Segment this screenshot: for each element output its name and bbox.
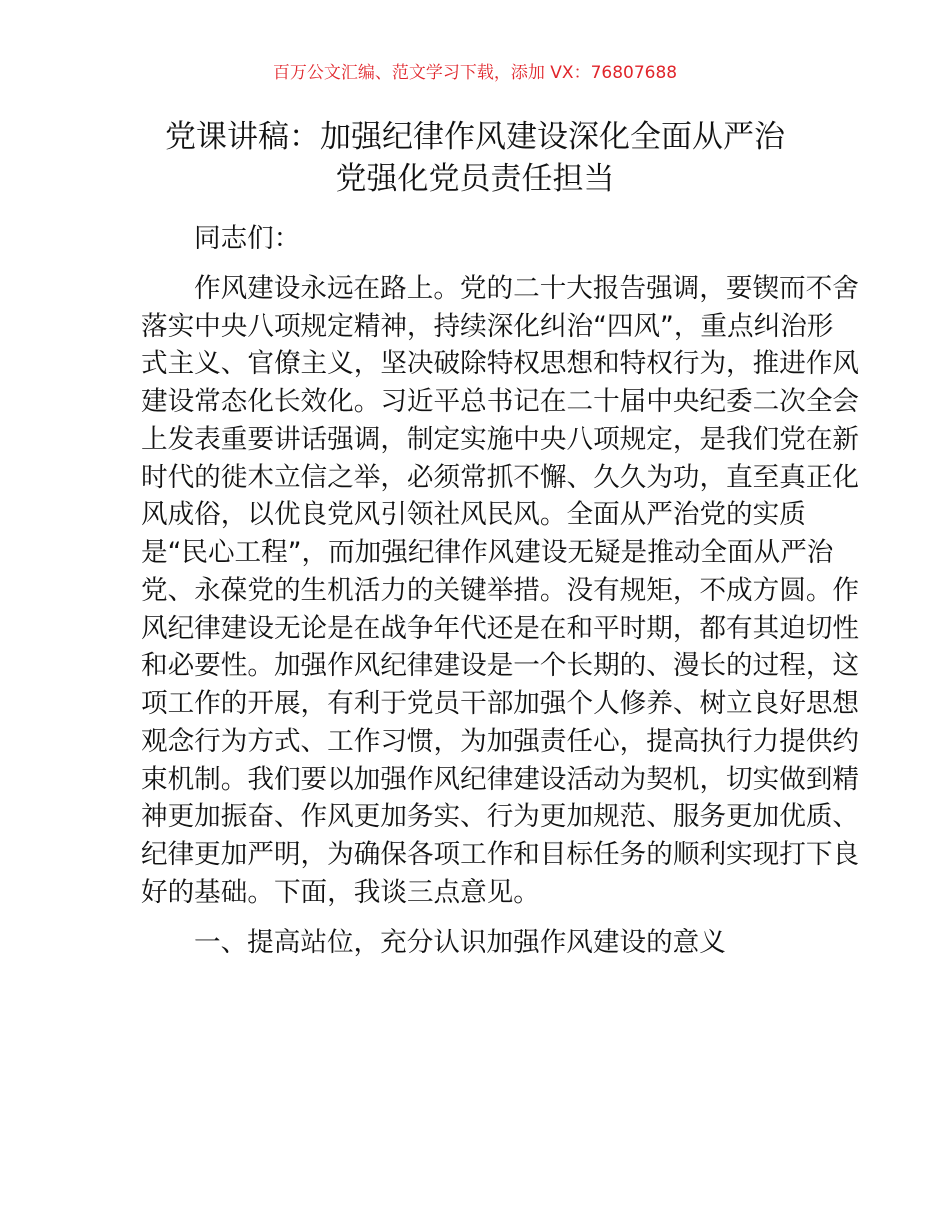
- paragraph-line: 落实中央八项规定精神，持续深化纠治“四风”，重点纠治形: [141, 310, 834, 342]
- paragraph-line: 风成俗，以优良党风引领社风民风。全面从严治党的实质: [141, 499, 806, 531]
- salutation: 同志们：: [194, 223, 301, 254]
- document-title: [0, 116, 950, 200]
- paragraph-line: 和必要性。加强作风纪律建设是一个长期的、漫长的过程，这: [141, 650, 860, 682]
- paragraph-line: 神更加振奋、作风更加务实、行为更加规范、服务更加优质、: [141, 801, 860, 833]
- paragraph-line: 党、永葆党的生机活力的关键举措。没有规矩，不成方圆。作: [141, 574, 860, 606]
- title-line: 党强化党员责任担当: [335, 161, 615, 197]
- paragraph-line: 式主义、官僚主义，坚决破除特权思想和特权行为，推进作风: [141, 348, 860, 380]
- paragraph-line: 观念行为方式、工作习惯，为加强责任心，提高执行力提供约: [141, 725, 860, 757]
- paragraph-line: 时代的徙木立信之举，必须常抓不懈、久久为功，直至真正化: [141, 461, 860, 493]
- title-line: 党课讲稿：加强纪律作风建设深化全面从严治: [165, 119, 785, 155]
- paragraph: [141, 270, 860, 912]
- paragraph-line: 是“民心工程”，而加强纪律作风建设无疑是推动全面从严治: [141, 537, 834, 568]
- paragraph-line: 项工作的开展，有利于党员干部加强个人修养、树立良好思想: [141, 688, 860, 719]
- paragraph-line: 风纪律建设无论是在战争年代还是在和平时期，都有其迫切性: [141, 612, 860, 644]
- watermark-header: 百万公文汇编、范文学习下载，添加 VX：76807688: [272, 63, 678, 83]
- paragraph-line: 建设常态化长效化。习近平总书记在二十届中央纪委二次全会: [141, 386, 860, 417]
- section-heading: 一、提高站位，充分认识加强作风建设的意义: [194, 926, 726, 958]
- paragraph-line: 纪律更加严明，为确保各项工作和目标任务的顺利实现打下良: [141, 839, 860, 870]
- paragraph-line: 上发表重要讲话强调，制定实施中央八项规定，是我们党在新: [141, 423, 860, 455]
- paragraph-line: 作风建设永远在路上。党的二十大报告强调，要锲而不舍: [194, 272, 859, 304]
- document-body: [141, 220, 860, 961]
- paragraph-line: 束机制。我们要以加强作风纪律建设活动为契机，切实做到精: [141, 763, 860, 795]
- paragraph-line: 好的基础。下面，我谈三点意见。: [141, 876, 540, 908]
